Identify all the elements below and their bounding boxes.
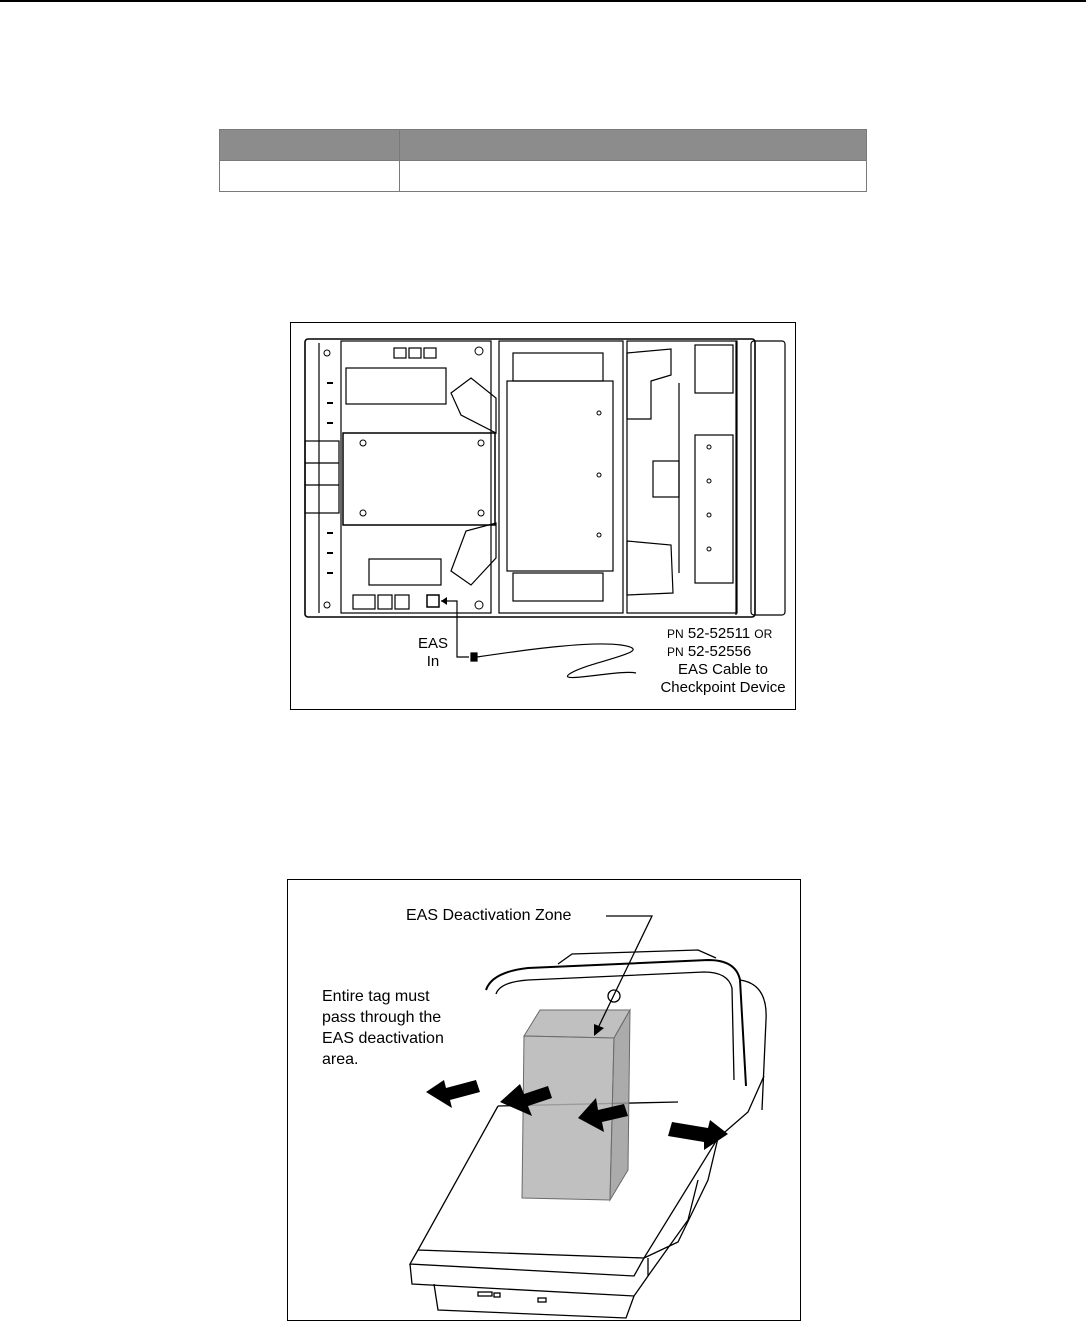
- eas-in-label-line2: In: [426, 653, 440, 670]
- eas-in-label: EAS: [417, 635, 448, 652]
- part-number-1: 52-52511: [687, 625, 751, 642]
- part-number-2: 52-52556: [687, 643, 752, 660]
- part-number-line-1: PN 52-52511 OR: [667, 625, 773, 642]
- table-cell: [220, 161, 400, 192]
- cable-label: EAS Cable to: [677, 661, 769, 678]
- or-text: OR: [754, 627, 773, 641]
- table-header-cell: [220, 130, 400, 161]
- part-number-line-2: PN 52-52556: [667, 643, 752, 660]
- parts-table: [219, 129, 867, 192]
- scanner-top-illustration: [288, 880, 800, 1320]
- tag-note: [322, 986, 444, 1070]
- scanner-bottom-view-figure: [290, 322, 796, 710]
- cable-label-line2: Checkpoint Device: [660, 679, 786, 696]
- page-top-rule: [0, 0, 1086, 2]
- tag-note-line: pass through the: [322, 1009, 442, 1026]
- table-header-cell: [400, 130, 867, 161]
- eas-deactivation-zone-figure: [287, 879, 801, 1321]
- tag-note-line: Entire tag must: [322, 988, 430, 1005]
- tag-note-line: EAS deactivation: [322, 1030, 444, 1047]
- tag-note-line: area.: [322, 1051, 359, 1068]
- table-row: [220, 161, 867, 192]
- zone-label: EAS Deactivation Zone: [406, 907, 572, 924]
- table-cell: [400, 161, 867, 192]
- table-header-row: [220, 130, 867, 161]
